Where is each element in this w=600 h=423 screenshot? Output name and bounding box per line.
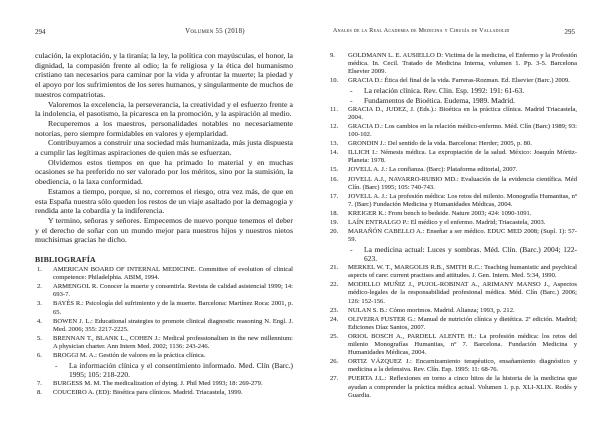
reference-number: 1. [37,266,42,274]
reference-text: ORIOL BOSCH A., PARDELL ALENTE H.: La profesión médica: los retos del milenio Monografías Humanitas, nº 7. Barcelona. Fundación Medicina y Humanidades Médicas, 2004. [348,332,577,357]
reference-item [35,318,293,334]
reference-number: 27. [330,375,339,383]
dash-marker: - [350,95,353,105]
reference-item [35,389,293,397]
paragraph: Olvidemos estos tiempos en que ha primado lo material y en muchas ocasiones se ha preferido no ser valorado por los méritos, sino por la sumisión, la obediencia, o la laxa conformidad. [35,157,293,187]
reference-list-right [330,52,577,400]
bibliography-heading: BIBLIOGRAFÍA [35,255,96,265]
reference-number: 18. [330,209,339,217]
reference-text: GOLDMANN L. E. AUSIELLO D: Victima de la medicina, el Enfermo y la Profesión médica. In. Cecil. Tratado de Medicina Interna, volumen 1. Pp. 3-5. Barcelona Elsevier 2009. [348,52,577,76]
reference-text: BROGGI M. A.: Gestión de valores en la práctica clínica. [53,352,206,359]
dash-marker: - [350,244,353,254]
reference-text: JOVELL A. J.: La confianza. (Barc): Plataforma editorial, 2007. [348,166,518,174]
reference-item [35,380,293,388]
reference-text: BURGESS M. M. The medicalization of dying. J. Phil Med 1993; 18: 269-279. [53,380,263,387]
reference-item [330,281,577,305]
reference-number: 22. [330,281,339,289]
reference-number: 20. [330,228,339,236]
reference-subitem-text: Fundamentos de Bioética. Eudema, 1989. Madrid. [364,95,516,105]
reference-number: 21. [330,264,339,272]
reference-item [330,52,577,76]
paragraph: Valoremos la excelencia, la perseverancia, la creatividad y el esfuerzo frente a la indolencia, el pasotismo, la picaresca en la promoción, y la aspiración al medio. [35,99,293,119]
reference-text: BOWEN J. L.: Educational strategies to promote clinical diagnostic reasoning N. Engl. J. Med. 2006; 355: 2217-2225. [53,317,293,333]
reference-number: 19. [330,219,339,226]
reference-item [330,106,577,122]
reference-text: GRACIA D.: Ética del final de la vida. Farreras-Rozman. Ed. Elsevier (Barc.) 2009. [348,77,570,85]
left-page-header [35,28,293,38]
right-page-header [330,28,577,38]
reference-text: GRACIA D.: Los cambios en la relación médico-enfermo. Méd. Clín (Barc) 1989; 93: 100-102. [348,122,577,139]
running-head-right: Anales de la Real Academia de Medicina y Cirugía de Valladolid [333,28,510,34]
dash-marker: - [350,85,353,95]
paragraph: Y termino, señoras y señores. Empecemos de nuevo porque tenemos el deber y el derecho de soñar con un mundo mejor para nuestros hijos y nuestros nietos muchísimas gracias he dicho. [35,215,293,245]
reference-text: BAYÉS R.: Psicología del sufrimiento y de la muerte. Barcelona: Martínez Roca: 2001, p. 65. [53,300,293,316]
reference-text: MODELLO MUÑIZ J., PUJOL-ROBINAT A., ARIMANY MANSO J., Aspectos médico-legales de la responsabilidad profesional médica. Méd. Clín (Barc.) 2006; 126: 152-156. [348,281,577,305]
reference-text: NULAN S. B.: Cómo morimos. Madrid. Alianza; 1993, p. 212. [348,306,515,314]
page-number-left: 294 [35,28,46,36]
reference-item [330,210,577,218]
reference-number: 7. [37,380,42,387]
reference-number: 5. [37,334,42,342]
paragraph: Recuperemos a los maestros, personalidades notables no necesariamente notorias, pero siempre formidables en valores y ejemplaridad. [35,118,293,138]
reference-text: OLIVEIRA FUSTER G.: Manual de nutrición clínica y dietética. 2ª edición. Madrid; Ediciones Díaz Santos, 2007. [348,315,577,331]
reference-number: 15. [330,166,339,174]
reference-subitem [348,86,577,95]
reference-item [35,335,293,351]
reference-number: 16. [330,175,339,183]
reference-text: GRACIA D., JUDEZ, J. (Eds.).: Bioética en la práctica clínica. Madrid Triacastela, 2004. [348,105,577,121]
reference-text: ARMENGOL R. Conocer la muerte y consentirla. Revista de calidad asistencial 1999; 14: 693-7. [53,283,293,299]
dash-marker: - [55,360,58,370]
reference-text: MERKEL W. T., MARGOLIS R.B., SMITH R.C.: Teaching humanistic and psychical aspects of care: current practises and attitudes. J. Gen. Intern. Med. 5:34, 1990. [348,264,577,280]
reference-subitem [348,245,577,263]
reference-item [330,307,577,315]
reference-text: ORTIZ VÁZQUEZ J.: Encarnizamiento terapéutico, ensañamiento diagnóstico y medicina a la defensiva. Rev. Clín. Esp. 1995: 11: 68-76. [348,358,577,374]
reference-subitem-text: La relación clínica. Rev. Clin. Esp. 1992: 191: 61-63. [364,85,525,95]
reference-item [330,193,577,209]
reference-number: 11. [330,105,338,113]
reference-item [330,375,577,399]
reference-item [330,219,577,227]
reference-item [35,266,293,282]
reference-number: 13. [330,140,339,148]
reference-item [35,300,293,316]
reference-item [330,316,577,332]
reference-text: COUCEIRO A. (ED): Bioética para clínicos. Madrid. Triacastela, 1999. [53,389,243,397]
running-head-left: Volumen 55 (2018) [185,28,245,35]
reference-number: 12. [330,122,339,130]
reference-item [330,77,577,105]
reference-text: KREIGER K.: From bench to bedside. Nature 2003; 424: 1090-1091. [348,209,532,217]
reference-item [330,264,577,280]
reference-item [330,358,577,374]
reference-text: MARAÑÓN CABELLO A.: Enseñar a ser médico. EDUC MED 2008; (Supl. 1): 57-59. [348,228,577,244]
reference-number: 4. [37,317,42,325]
reference-text: ILLICH I.: Némesis médica. La expropiación de la salud. México: Joaquín Mórtiz-Planeta: 1978. [348,149,577,165]
reference-text: PUERTA J.L.: Reflexiones en torno a cinco hitos de la historia de la medicina que ayudan a comprender la práctica médica actual. Volumen 1. p.p. XLI-XLIX. Rodés y Guardia. [348,375,577,399]
reference-text: LAÍN ENTRALGO P.: El médico y el enfermo. Madrid; Triacastela, 2003. [348,219,546,226]
left-page [35,28,293,398]
reference-item [330,166,577,174]
reference-number: 3. [37,300,42,308]
reference-subitem [53,361,293,379]
reference-subitem-text: La información clínica y el consentimiento informado. Med. Clín (Barc.) 1995; 105: 218-220. [69,360,293,379]
reference-number: 10. [330,77,339,85]
reference-item [35,352,293,379]
paragraph: Estamos a tiempo, porque, si no, corremos el riesgo, otra vez más, de que en esta España nuestra sólo queden los restos de un viaje asaltado por la demagogia y rendida ante la cobardía y la indiferencia. [35,186,293,216]
right-page [330,28,577,401]
reference-item [330,228,577,263]
reference-item [330,176,577,192]
reference-item [330,123,577,139]
paragraph: culación, la explotación, y la tiranía; la ley, la política con mayúsculas, el honor, la dignidad, la compasión frente al odio; la fe religiosa y la ética del humanismo cristiano tan necesarios para caminar por la vida y afrontar la muerte; la piedad y el apoyo por los sufrimientos de los seres humanos, y singularmente de muchos de nuestros compatriotas. [35,51,293,99]
page-number-right: 295 [564,28,575,36]
reference-number: 17. [330,192,339,200]
body-text [35,51,293,245]
reference-number: 23. [330,306,339,314]
reference-text: JOVELL A. J.: La profesión médica: Los retos del milenio. Monografía Humanitas, nº 7. (Barc) Fundación Medicina y Humanidades Médicas, 2004. [348,192,577,208]
reference-number: 14. [330,149,339,157]
reference-text: AMERICAN BOARD OF INTERNAL MEDICINE. Committee of evolution of clinical competence: Philadelphia. ABIM, 1994. [53,266,293,282]
reference-number: 9. [330,52,335,59]
reference-item [330,140,577,148]
reference-number: 25. [330,332,339,340]
reference-item [35,283,293,299]
reference-list-left [35,266,293,397]
reference-number: 2. [37,283,42,291]
reference-subitem-text: La medicina actual: Luces y sombras. Méd. Clín. (Barc.) 2004; 122-623. [364,244,577,263]
reference-number: 6. [37,352,42,359]
reference-item [330,149,577,165]
reference-text: BRENNAN T., BLANK L., COHEN J.: Medical professionalism in the new millennium: A physician charter. Ann Intern Med. 2002; 1136: 243-246. [53,334,293,350]
reference-item [330,333,577,357]
reference-text: GRONDIN J.: Del sentido de la vida. Barcelona: Herder; 2005, p. 80. [348,140,532,148]
paragraph: Contribuyamos a construir una sociedad más humanizada, más justa dispuesta a cumplir las legítimas aspiraciones de quien más se esfuerzan. [35,138,293,158]
reference-number: 26. [330,358,339,366]
reference-number: 8. [37,389,42,397]
reference-subitem [348,96,577,105]
reference-number: 24. [330,315,339,323]
reference-text: JOVELL A.J., NAVARRO-RUBIO MD.: Evaluación de la evidencia científica. Méd Clín. (Barc) 1995; 105: 740-743. [348,175,577,191]
